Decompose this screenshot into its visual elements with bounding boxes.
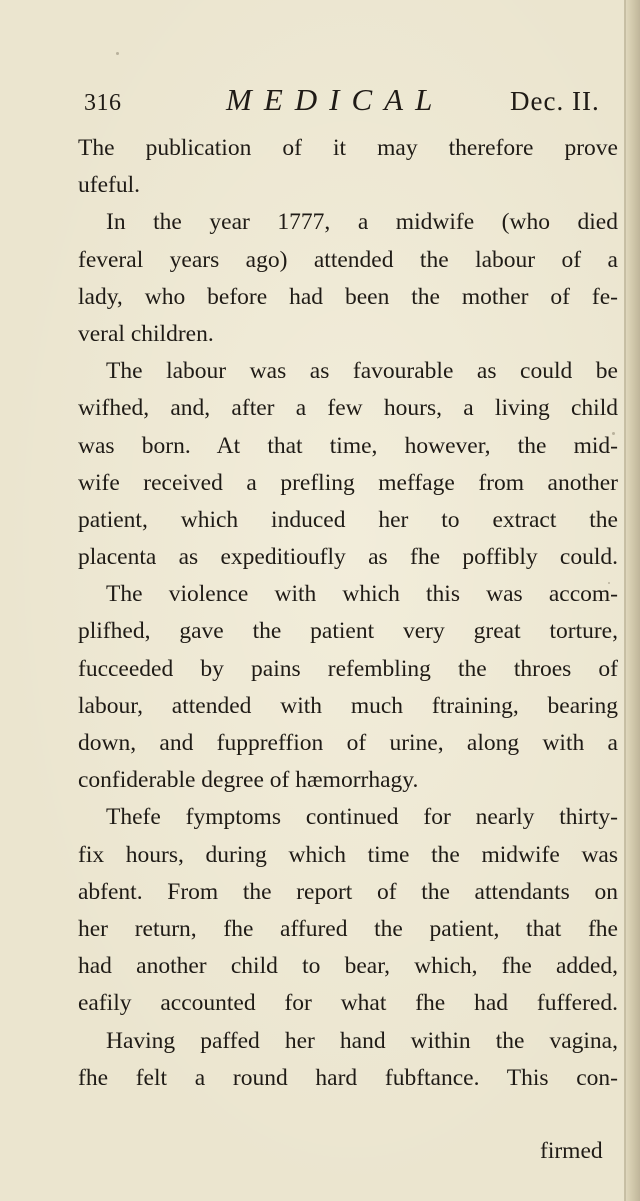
text-line: fhe felt a round hard fubftance. This con- bbox=[78, 1064, 618, 1091]
text-line: The violence with which this was accom- bbox=[106, 581, 618, 608]
text-line: her return, fhe affured the patient, that fhe bbox=[78, 915, 618, 942]
text-line: The publication of it may therefore prove bbox=[78, 135, 618, 161]
text-line: Having paffed her hand within the vagina, bbox=[106, 1027, 618, 1054]
text-line: down, and fuppreffion of urine, along with a bbox=[78, 730, 618, 756]
catchword: firmed bbox=[540, 1138, 603, 1164]
text-line: confiderable degree of hæmorrhagy. bbox=[78, 767, 419, 794]
running-date: Dec. II. bbox=[510, 86, 600, 116]
running-header bbox=[84, 82, 614, 122]
running-title: MEDICAL bbox=[226, 82, 445, 117]
text-line: lady, who before had been the mother of fe- bbox=[78, 283, 618, 310]
page-edge-shadow bbox=[624, 0, 626, 1201]
text-line: labour, attended with much ftraining, bearing bbox=[78, 692, 618, 719]
text-line: The labour was as favourable as could be bbox=[106, 358, 618, 385]
text-line: wife received a prefling meffage from another bbox=[78, 469, 618, 496]
text-line: plifhed, gave the patient very great torture, bbox=[78, 618, 618, 645]
text-line: ufeful. bbox=[78, 172, 140, 199]
body-text bbox=[78, 130, 618, 1097]
text-line: abfent. From the report of the attendants on bbox=[78, 878, 618, 905]
text-line: placenta as expeditioufly as fhe poffibly could. bbox=[78, 544, 618, 571]
text-line: wifhed, and, after a few hours, a living child bbox=[78, 395, 618, 422]
text-line: fucceeded by pains refembling the throes of bbox=[78, 655, 618, 682]
text-line: had another child to bear, which, fhe added, bbox=[78, 953, 618, 980]
paper-speck bbox=[116, 52, 119, 55]
page-edge bbox=[624, 0, 640, 1201]
text-line: fix hours, during which time the midwife was bbox=[78, 841, 618, 868]
text-line: In the year 1777, a midwife (who died bbox=[106, 209, 618, 236]
text-line: veral children. bbox=[78, 320, 214, 347]
text-line: patient, which induced her to extract the bbox=[78, 506, 618, 533]
text-line: was born. At that time, however, the mid- bbox=[78, 432, 618, 459]
page-number: 316 bbox=[84, 90, 122, 116]
text-line: eafily accounted for what fhe had fuffered. bbox=[78, 990, 618, 1017]
text-line: feveral years ago) attended the labour of a bbox=[78, 246, 618, 273]
text-line: Thefe fymptoms continued for nearly thirty- bbox=[106, 804, 618, 831]
